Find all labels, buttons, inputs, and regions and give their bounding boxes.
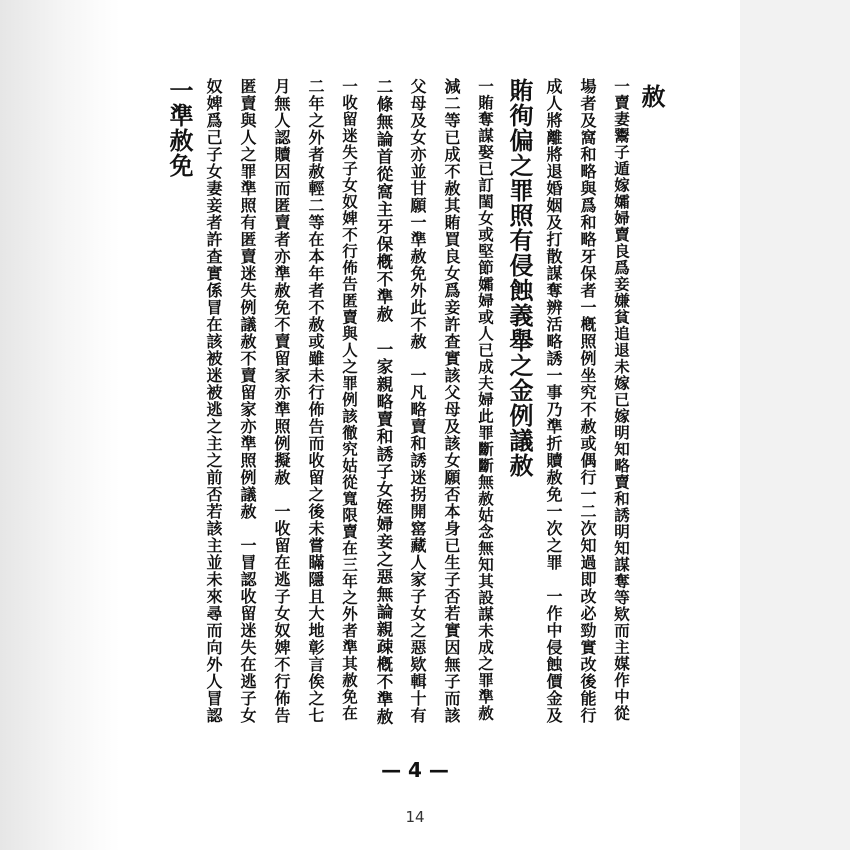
page-folio: — 4 — — [381, 758, 449, 782]
text-column-9: 一收留迷失子女奴婢不行佈告匿賣與人之罪例該徹究姑從寬限賣在三年之外者準其赦免在 — [340, 78, 359, 722]
text-column-11: 月無人認贖因而匿賣者亦準赦免不賣留家亦準照例擬赦 一收留在逃子女奴婢不行佈告 — [272, 78, 291, 724]
text-column-10: 二年之外者赦輕二等在本年者不赦或雖未行佈告而收留之後未嘗瞞隱且大地彰言俟之七 — [306, 78, 325, 724]
text-column-1: 一賣妻鬻子遁嫁孀婦賣良爲妾嫌貧追退未嫁已嫁明知略賣和誘明知謀奪等欵而主媒作中從 — [612, 78, 631, 722]
right-page-margin — [740, 0, 850, 850]
text-column-4: 賄徇偏之罪照有侵蝕義舉之金例議赦 — [505, 78, 534, 478]
sheet-number: 14 — [405, 808, 425, 826]
text-column-5: 一賄奪謀娶已訂閨女或堅節孀婦或人已成夫婦此罪斷斷無赦姑念無知其設謀未成之罪準赦 — [476, 78, 495, 722]
text-column-13: 奴婢爲己子女妻妾者許查實係冒在該被迷被逃之主之前否若該主並未來尋而向外人冒認 — [204, 78, 223, 724]
section-heading: 赦 — [637, 84, 666, 108]
text-column-8: 二條無論首從窩主牙保槪不準赦 一家親略賣和誘子女姪婦妾之惡無論親疎槪不準赦 — [374, 78, 393, 726]
left-page-shadow — [0, 0, 120, 850]
text-column-2: 場者及窩和略與爲和略牙保者一槪照例坐究不赦或偶行一二次知過即改必勁實改後能行 — [578, 78, 597, 724]
text-column-7: 父母及女亦並甘願一準赦免外此不赦 一凡略賣和誘迷拐開窰藏人家子女之惡欵輯十有 — [408, 78, 427, 724]
text-column-12: 匿賣與人之罪準照有匿賣迷失例議赦不賣留家亦準照例議赦 一冒認收留迷失在逃子女 — [238, 78, 257, 724]
text-column-3: 成人將離將退婚姻及打散謀奪辨活略誘一事乃準折贖赦免一次之罪 一作中侵蝕價金及 — [544, 78, 563, 724]
text-column-6: 減二等已成不赦其賄買良女爲妾許查實該父母及該女願否本身已生子否若實因無子而該 — [442, 78, 461, 724]
text-column-14: 一準赦免 — [165, 78, 194, 178]
